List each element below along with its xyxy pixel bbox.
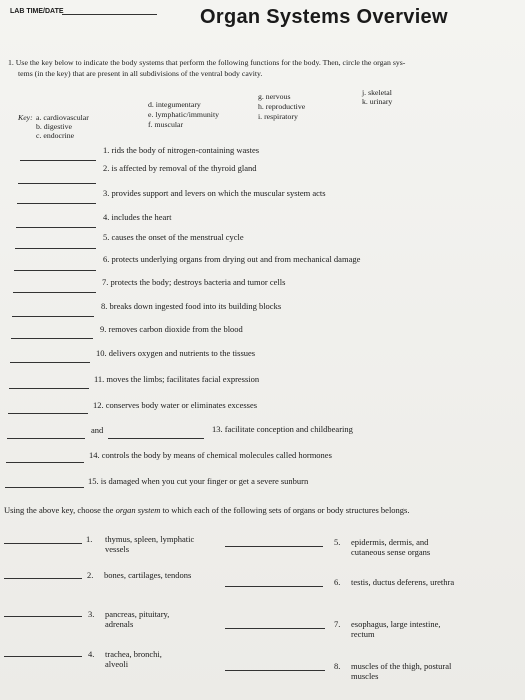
answer-blank-7[interactable] xyxy=(13,292,96,293)
answer-blank-10[interactable] xyxy=(10,362,90,363)
answer-blank-s1[interactable] xyxy=(4,543,82,544)
key-item-f: f. muscular xyxy=(148,120,184,129)
q2-item-1-text: thymus, spleen, lymphatic vessels xyxy=(105,534,195,554)
answer-blank-15[interactable] xyxy=(5,487,84,488)
q2-item-8-text: muscles of the thigh, postural muscles xyxy=(351,661,452,681)
q2-item-2-text: bones, cartilages, tendons xyxy=(104,570,192,580)
answer-blank-11[interactable] xyxy=(9,388,89,389)
answer-blank-2[interactable] xyxy=(18,183,96,184)
q2-item-2-num: 2. xyxy=(87,570,94,580)
answer-blank-s7[interactable] xyxy=(225,628,325,629)
answer-blank-13b[interactable] xyxy=(108,438,204,439)
q2-item-7-num: 7. xyxy=(334,619,341,629)
answer-blank-14[interactable] xyxy=(6,462,84,463)
q2-item-4-text: trachea, bronchi, alveoli xyxy=(105,649,162,669)
lab-date-blank[interactable] xyxy=(62,14,157,15)
q1-item-6: 6. protects underlying organs from drying out and from mechanical damage xyxy=(103,254,361,264)
q2-instructions xyxy=(4,505,410,515)
q1-item-11: 11. moves the limbs; facilitates facial expression xyxy=(94,374,260,384)
q1-item-7: 7. protects the body; destroys bacteria and tumor cells xyxy=(102,277,286,287)
and-label: and xyxy=(91,425,104,435)
key-item-i: i. respiratory xyxy=(258,112,298,121)
q2-instructions-a: Using the above key, choose the xyxy=(4,505,116,515)
q2-instructions-b: to which each of the following sets of organs or body structures belongs. xyxy=(160,505,410,515)
key-item-g: g. nervous xyxy=(258,92,291,101)
q1-instructions-line2: tems (in the key) that are present in all subdivisions of the ventral body cavity. xyxy=(18,69,263,78)
key-item-j: j. skeletal xyxy=(362,88,392,97)
q2-item-5-num: 5. xyxy=(334,537,341,547)
page-title: Organ Systems Overview xyxy=(200,6,448,28)
lab-date-label: LAB TIME/DATE xyxy=(10,8,64,15)
q1-item-2: 2. is affected by removal of the thyroid gland xyxy=(103,163,257,173)
answer-blank-s5[interactable] xyxy=(225,546,323,547)
answer-blank-4[interactable] xyxy=(16,227,96,228)
answer-blank-s4[interactable] xyxy=(4,656,82,657)
q2-item-5-text: epidermis, dermis, and cutaneous sense organs xyxy=(351,537,431,557)
answer-blank-9[interactable] xyxy=(11,338,93,339)
q2-item-4-num: 4. xyxy=(88,649,95,659)
key-item-a: a. cardiovascular xyxy=(36,113,89,122)
key-item-b: b. digestive xyxy=(36,122,72,131)
q2-item-6-num: 6. xyxy=(334,577,341,587)
answer-blank-8[interactable] xyxy=(12,316,94,317)
q1-item-1: 1. rids the body of nitrogen-containing wastes xyxy=(103,145,260,155)
key-item-e: e. lymphatic/immunity xyxy=(148,110,220,119)
answer-blank-5[interactable] xyxy=(15,248,96,249)
answer-blank-6[interactable] xyxy=(14,270,96,271)
q1-item-3: 3. provides support and levers on which the muscular system acts xyxy=(103,188,326,198)
answer-blank-1[interactable] xyxy=(20,160,96,161)
q2-item-8-num: 8. xyxy=(334,661,341,671)
answer-blank-13a[interactable] xyxy=(7,438,85,439)
answer-blank-s6[interactable] xyxy=(225,586,323,587)
key-item-d: d. integumentary xyxy=(148,100,201,109)
q2-item-3-num: 3. xyxy=(88,609,95,619)
q1-item-13: 13. facilitate conception and childbearing xyxy=(212,424,353,434)
key-item-c: c. endocrine xyxy=(36,131,75,140)
q2-item-3-text: pancreas, pituitary, adrenals xyxy=(105,609,170,629)
answer-blank-s3[interactable] xyxy=(4,616,82,617)
answer-blank-s8[interactable] xyxy=(225,670,325,671)
q1-item-4: 4. includes the heart xyxy=(103,212,172,222)
key-label: Key: xyxy=(18,113,33,122)
q2-instructions-em: organ system xyxy=(115,505,161,515)
q1-instructions-line1: 1. Use the key below to indicate the body systems that perform the following functions for the body. Then, circle the organ sys- xyxy=(8,58,406,67)
q1-item-5: 5. causes the onset of the menstrual cycle xyxy=(103,232,244,242)
q2-item-6-text: testis, ductus deferens, urethra xyxy=(351,577,455,587)
key-item-k: k. urinary xyxy=(362,97,393,106)
q1-item-12: 12. conserves body water or eliminates excesses xyxy=(93,400,258,410)
key-item-h: h. reproductive xyxy=(258,102,306,111)
answer-blank-s2[interactable] xyxy=(4,578,82,579)
q1-item-10: 10. delivers oxygen and nutrients to the tissues xyxy=(96,348,256,358)
q1-item-15: 15. is damaged when you cut your finger or get a severe sunburn xyxy=(88,476,309,486)
q1-item-9: 9. removes carbon dioxide from the blood xyxy=(100,324,243,334)
q2-item-1-num: 1. xyxy=(86,534,93,544)
q1-item-8: 8. breaks down ingested food into its building blocks xyxy=(101,301,282,311)
q1-item-14: 14. controls the body by means of chemical molecules called hormones xyxy=(89,450,332,460)
answer-blank-3[interactable] xyxy=(17,203,96,204)
answer-blank-12[interactable] xyxy=(8,413,88,414)
q2-item-7-text: esophagus, large intestine, rectum xyxy=(351,619,441,639)
